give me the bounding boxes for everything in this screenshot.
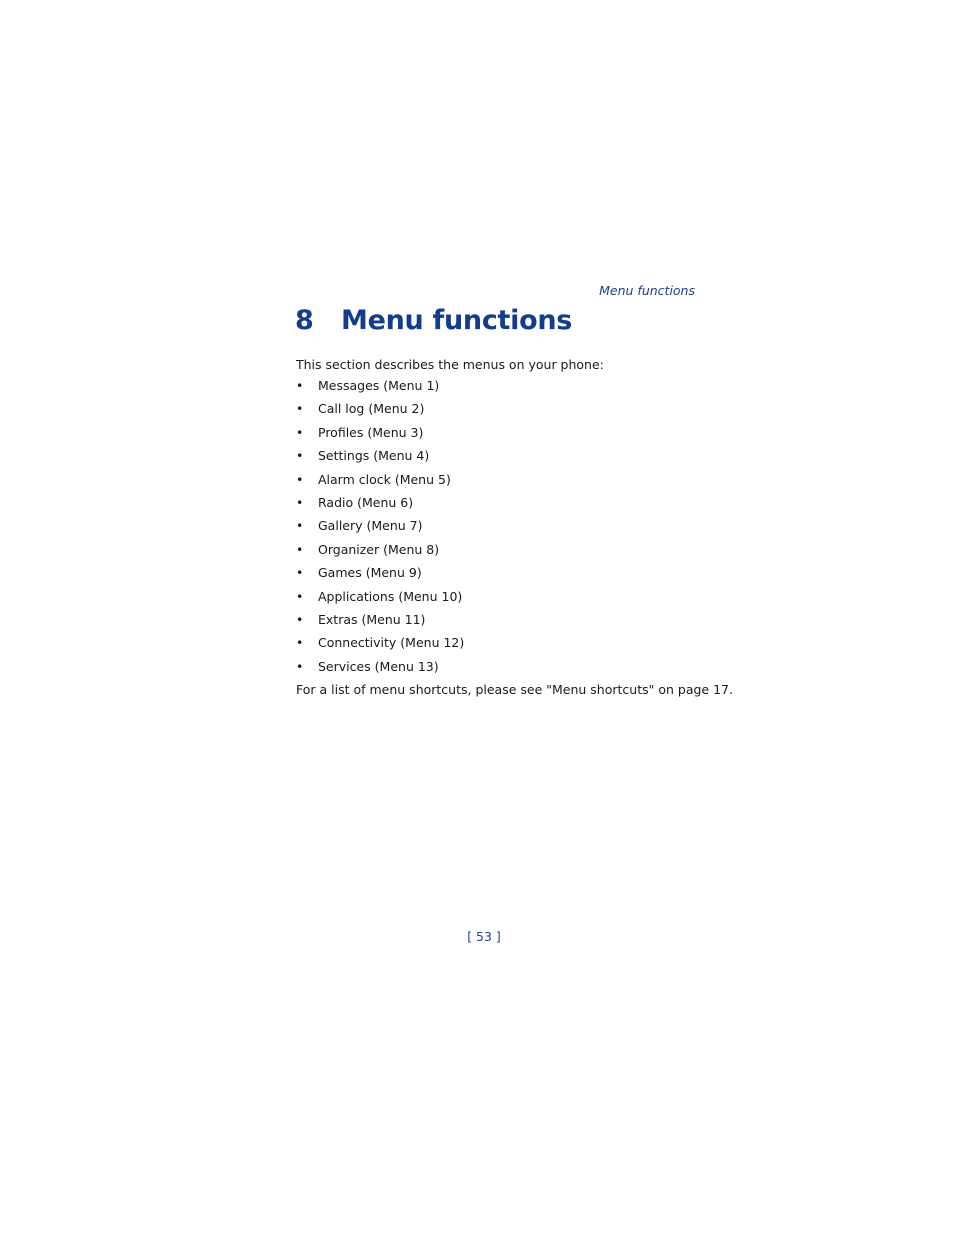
bullet: • <box>296 518 304 534</box>
bullet: • <box>296 494 304 510</box>
bullet: • <box>296 541 304 557</box>
chapter-title-text: Menu functions <box>341 305 573 336</box>
list-item-label: Connectivity (Menu 12) <box>318 635 465 651</box>
list-item <box>296 424 464 447</box>
list-item-label: Applications (Menu 10) <box>318 588 463 604</box>
bullet: • <box>296 424 304 440</box>
list-item-label: Messages (Menu 1) <box>318 378 440 393</box>
menu-list <box>296 377 464 681</box>
bullet: • <box>296 471 304 487</box>
bullet: • <box>296 378 304 393</box>
list-item-label: Organizer (Menu 8) <box>318 541 440 557</box>
chapter-number: 8 <box>295 305 314 336</box>
list-item-label: Extras (Menu 11) <box>318 611 426 627</box>
list-item-label: Services (Menu 13) <box>318 658 439 674</box>
bullet: • <box>296 611 304 627</box>
list-item-label: Profiles (Menu 3) <box>318 424 424 440</box>
list-item <box>296 471 464 494</box>
list-item <box>296 517 464 540</box>
list-item-label: Alarm clock (Menu 5) <box>318 471 451 487</box>
list-item <box>296 377 464 400</box>
running-header: Menu functions <box>599 283 695 298</box>
list-item-label: Settings (Menu 4) <box>318 448 430 464</box>
list-item-label: Gallery (Menu 7) <box>318 518 423 534</box>
list-item <box>296 611 464 634</box>
bullet: • <box>296 401 304 417</box>
chapter-title <box>295 305 572 336</box>
list-item <box>296 447 464 470</box>
list-item-label: Games (Menu 9) <box>318 565 422 581</box>
bullet: • <box>296 565 304 581</box>
list-item-label: Radio (Menu 6) <box>318 494 414 510</box>
list-item-label: Call log (Menu 2) <box>318 401 425 417</box>
bullet: • <box>296 635 304 651</box>
intro-text: This section describes the menus on your phone: <box>296 357 604 372</box>
page-number: [ 53 ] <box>467 929 501 944</box>
list-item <box>296 494 464 517</box>
list-item <box>296 400 464 423</box>
list-item <box>296 564 464 587</box>
bullet: • <box>296 448 304 464</box>
bullet: • <box>296 658 304 674</box>
list-item <box>296 588 464 611</box>
list-item <box>296 634 464 657</box>
list-item <box>296 658 464 681</box>
bullet: • <box>296 588 304 604</box>
list-item <box>296 541 464 564</box>
shortcut-reference-text: For a list of menu shortcuts, please see "Menu shortcuts" on page 17. <box>296 682 733 697</box>
